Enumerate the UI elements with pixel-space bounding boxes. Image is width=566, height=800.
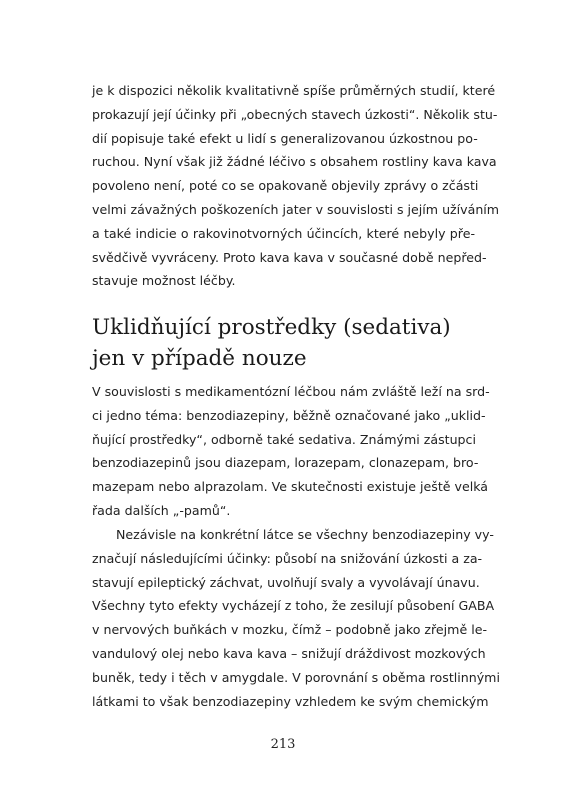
text-line: značují následujícími účinky: působí na snižování úzkosti a za- bbox=[92, 550, 483, 566]
paragraph-kava-kava bbox=[92, 79, 500, 293]
section-heading bbox=[92, 312, 492, 374]
text-line: ruchou. Nyní však již žádné léčivo s obsahem rostliny kava kava bbox=[92, 154, 497, 170]
page-number: 213 bbox=[270, 737, 296, 752]
text-line: ňující prostředky“, odborně také sedativa. Známými zástupci bbox=[92, 431, 476, 447]
text-line: v nervových buňkách v mozku, čímž – podobně jako zřejmě le- bbox=[92, 622, 487, 638]
paragraph-benzodiazepines-intro bbox=[92, 380, 490, 523]
text-line: mazepam nebo alprazolam. Ve skutečnosti existuje ještě velká bbox=[92, 479, 489, 495]
text-line: dií popisuje také efekt u lidí s generalizovanou úzkostnou po- bbox=[92, 130, 478, 146]
heading-line: Uklidňující prostředky (sedativa) bbox=[92, 315, 451, 340]
text-line: V souvislosti s medikamentózní léčbou nám zvláště leží na srd- bbox=[92, 384, 490, 399]
text-line: je k dispozici několik kvalitativně spíše průměrných studií, které bbox=[92, 83, 496, 98]
text-line: benzodiazepinů jsou diazepam, lorazepam, clonazepam, bro- bbox=[92, 455, 479, 471]
text-line: a také indicie o rakovinotvorných účincích, které nebyly pře- bbox=[92, 225, 475, 241]
text-line: látkami to však benzodiazepiny vzhledem ke svým chemickým bbox=[92, 693, 489, 709]
text-line: svědčivě vyvráceny. Proto kava kava v současné době nepřed- bbox=[92, 249, 487, 265]
text-line: Všechny tyto efekty vycházejí z toho, že zesilují působení GABA bbox=[92, 598, 495, 614]
text-line: vandulový olej nebo kava kava – snižují dráždivost mozkových bbox=[92, 645, 486, 661]
paragraph-benzodiazepines-effects bbox=[92, 523, 500, 713]
heading-line: jen v případě nouze bbox=[92, 346, 307, 371]
text-line: stavují epileptický záchvat, uvolňují svaly a vyvolávají únavu. bbox=[92, 574, 480, 590]
text-line: povoleno není, poté co se opakovaně objevily zprávy o zčásti bbox=[92, 178, 479, 194]
text-line: stavuje možnost léčby. bbox=[92, 273, 236, 289]
text-line: velmi závažných poškozeních jater v souvislosti s jejím užíváním bbox=[92, 201, 500, 217]
text-line: řada dalších „-pamů“. bbox=[92, 502, 231, 518]
text-line: ci jedno téma: benzodiazepiny, běžně označované jako „uklid- bbox=[92, 407, 486, 423]
text-line: Nezávisle na konkrétní látce se všechny benzodiazepiny vy- bbox=[116, 527, 494, 542]
text-line: buněk, tedy i těch v amygdale. V porovnání s oběma rostlinnými bbox=[92, 669, 500, 685]
text-line: prokazují její účinky při „obecných stavech úzkosti“. Několik stu- bbox=[92, 106, 498, 122]
